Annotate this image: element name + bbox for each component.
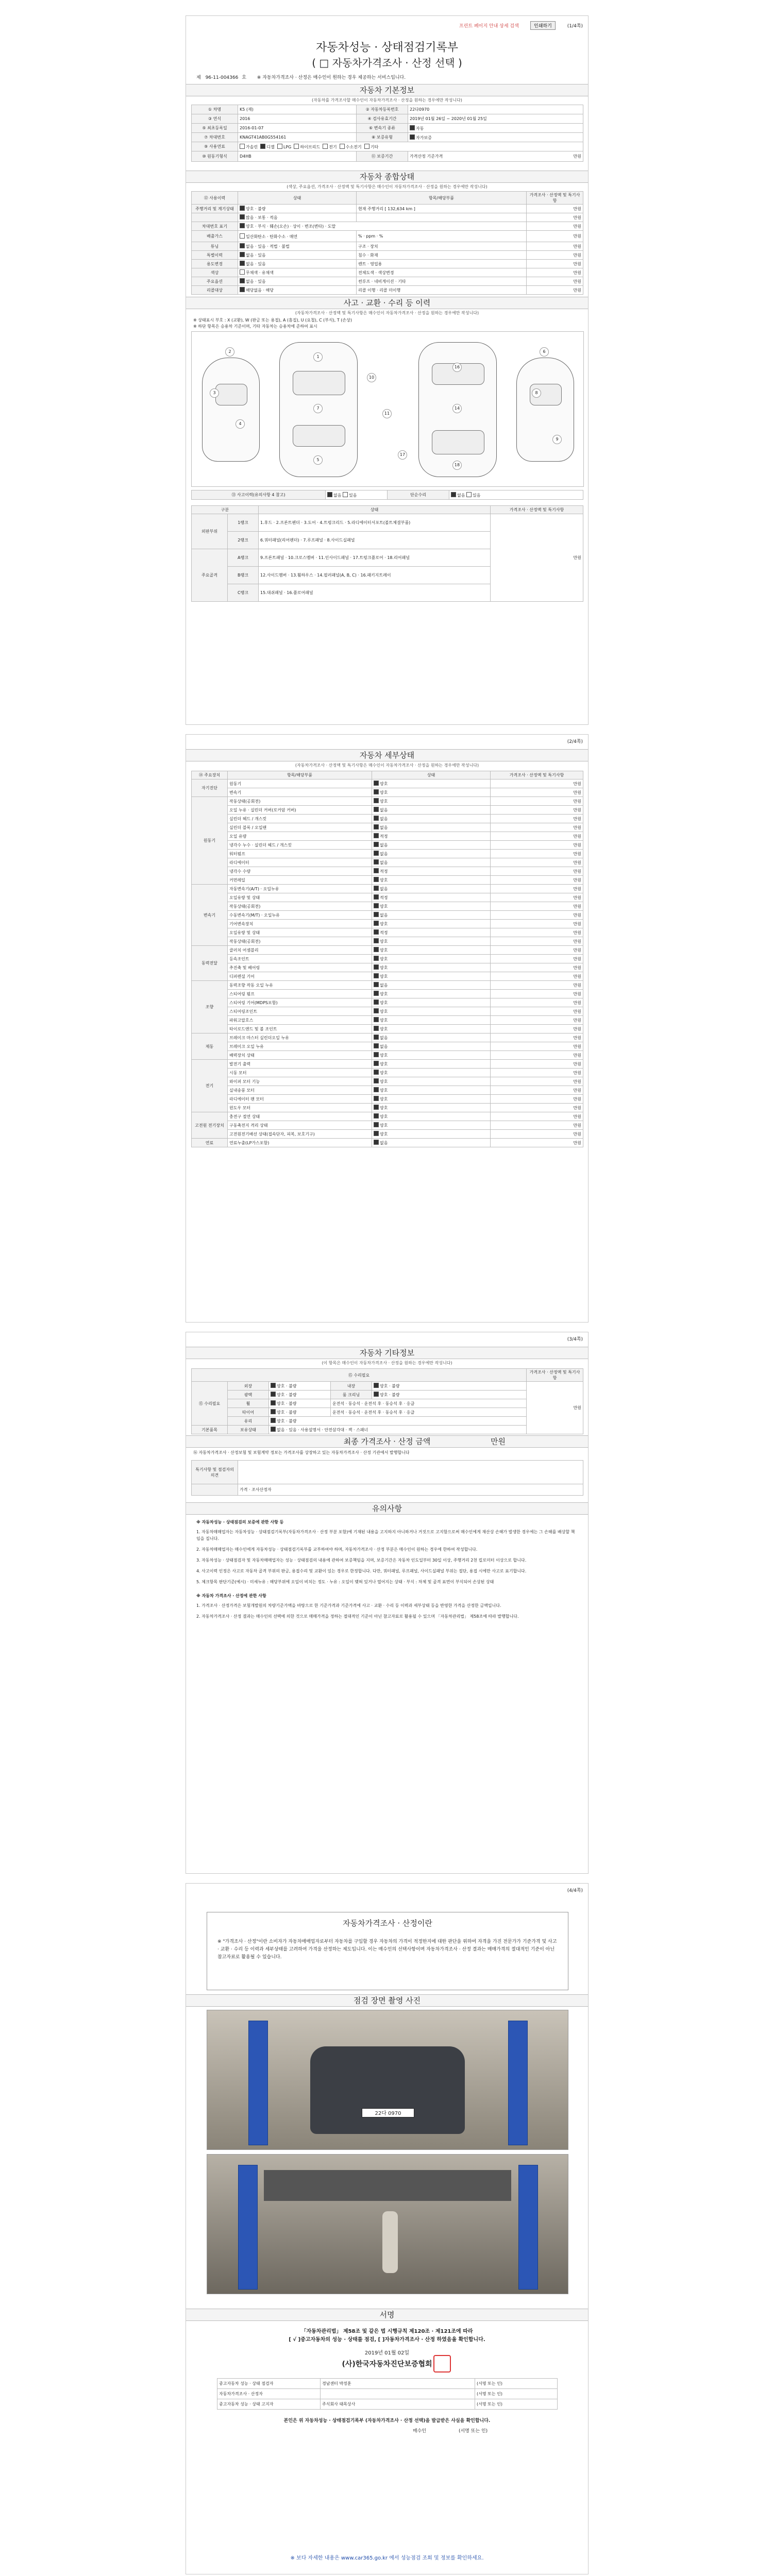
model-year: 2016 bbox=[238, 114, 357, 124]
price-check-explanation: 자동차가격조사 · 산정이란 ※ "가격조사 · 산정"이란 소비자가 자동차매매업자로부터 자동차를 구입할 경우 자동차의 가격이 적정한지에 대한 판단을 위하여 자격을 가진 전문가가 기준가격 및 사고 · 교환 · 수리 등 이력과 세부상태를 고려하여 가격을 산정하는 제도입니다. 이는 매수인의 선택사항이며 자동차가격조사 · 산정 결과는 매매가격의 절대적인 기준이 아닌 참고자료로 활용될 수 있습니다. bbox=[207, 1912, 568, 1990]
detail-part: 작동상태(공회전) bbox=[228, 937, 372, 946]
page-number: (2/4쪽) bbox=[567, 739, 583, 744]
detail-row: 커먼레일 양호 만원 bbox=[192, 876, 583, 885]
document-number: 96-11-004366 bbox=[205, 75, 239, 80]
part-number: 3 bbox=[210, 388, 219, 398]
detail-state: 양호 bbox=[372, 946, 491, 955]
checkbox bbox=[374, 1026, 379, 1031]
detail-row: 동력전달 클러치 어셈블리 양호 만원 bbox=[192, 946, 583, 955]
mileage: 현재 주행거리 [ 132,634 km ] bbox=[357, 205, 527, 213]
detail-state: 없음 bbox=[372, 823, 491, 832]
detail-state: 양호 bbox=[372, 963, 491, 972]
page-number: (1/4쪽) bbox=[567, 24, 583, 29]
checkbox bbox=[374, 1122, 379, 1127]
detail-row: 작동상태(공회전) 양호 만원 bbox=[192, 937, 583, 946]
detail-part: 동력조향 작동 오일 누유 bbox=[228, 981, 372, 990]
detail-row: 스티어링 펌프 양호 만원 bbox=[192, 990, 583, 998]
detail-part: 윈도우 모터 bbox=[228, 1104, 372, 1112]
checkbox bbox=[410, 125, 415, 130]
part-number: 2 bbox=[225, 347, 234, 357]
detail-row: 전기 발전기 출력 양호 만원 bbox=[192, 1060, 583, 1069]
detail-row: 변속기 자동변속기(A/T) · 오일누유 없음 만원 bbox=[192, 885, 583, 893]
vehicle-part-diagram bbox=[191, 331, 584, 487]
detail-state: 없음 bbox=[372, 1033, 491, 1042]
detail-row: 기어변속장치 양호 만원 bbox=[192, 920, 583, 928]
detail-part: 원동기 bbox=[228, 779, 372, 788]
part-number: 10 bbox=[367, 373, 376, 382]
plate-number: 22다0970 bbox=[408, 105, 583, 114]
detail-state: 양호 bbox=[372, 1112, 491, 1121]
first-registration: 2016-01-07 bbox=[238, 124, 357, 133]
detail-status-heading: 자동차 세부상태 bbox=[186, 749, 588, 761]
detail-state: 양호 bbox=[372, 788, 491, 797]
detail-state: 양호 bbox=[372, 1077, 491, 1086]
inspector-name: 경남센터 박정훈 bbox=[321, 2379, 475, 2389]
inspection-photos-heading: 점검 장면 촬영 사진 bbox=[186, 1994, 588, 2007]
checkbox bbox=[374, 999, 379, 1005]
detail-state: 양호 bbox=[372, 1051, 491, 1060]
device-group: 원동기 bbox=[192, 797, 228, 885]
detail-row: 구동축전지 격리 상태 양호 만원 bbox=[192, 1121, 583, 1130]
inspection-photo-front bbox=[207, 2010, 568, 2150]
detail-row: 조향 동력조향 작동 오일 누유 없음 만원 bbox=[192, 981, 583, 990]
overall-status-heading: 자동차 종합상태 bbox=[186, 171, 588, 183]
checkbox bbox=[374, 973, 379, 978]
notifier-name: 주식회사 태목상사 bbox=[321, 2399, 475, 2410]
inspection-photo-under bbox=[207, 2154, 568, 2294]
device-group: 고전원 전기장치 bbox=[192, 1112, 228, 1139]
vehicle-underside bbox=[264, 2170, 511, 2201]
detail-state: 없음 bbox=[372, 806, 491, 815]
detail-part: 오일 유량 bbox=[228, 832, 372, 841]
detail-part: 추진축 및 베어링 bbox=[228, 963, 372, 972]
detail-part: 변속기 bbox=[228, 788, 372, 797]
detail-row: 원동기 작동상태(공회전) 양호 만원 bbox=[192, 797, 583, 806]
detail-row: 윈도우 모터 양호 만원 bbox=[192, 1104, 583, 1112]
detail-state: 없음 bbox=[372, 1042, 491, 1051]
checkbox bbox=[374, 1070, 379, 1075]
part-number: 9 bbox=[552, 435, 562, 444]
detail-part: 클러치 어셈블리 bbox=[228, 946, 372, 955]
detail-row: 변속기 양호 만원 bbox=[192, 788, 583, 797]
print-button[interactable]: 인쇄하기 bbox=[530, 21, 556, 30]
document-subtitle: ( □ 자동차가격조사 · 산정 선택 ) bbox=[312, 57, 462, 69]
device-group: 연료 bbox=[192, 1139, 228, 1147]
record-page-3 bbox=[186, 1332, 589, 1874]
detail-state: 양호 bbox=[372, 1016, 491, 1025]
detail-row: 라디에이터 팬 모터 양호 만원 bbox=[192, 1095, 583, 1104]
record-page-4 bbox=[186, 1883, 589, 2574]
car365-footer-link[interactable]: ※ 보다 자세한 내용은 www.car365.go.kr 에서 성능점검 조회 및 정보를 확인하세요. bbox=[290, 2555, 484, 2561]
law-statement: 「자동차관리법」 제58조 및 같은 법 시행규칙 제120조 · 제121조에 따라 bbox=[301, 2329, 473, 2334]
detail-part: 스티어링 기어(MDPS포함) bbox=[228, 998, 372, 1007]
checkbox bbox=[374, 1052, 379, 1057]
part-number: 8 bbox=[532, 388, 541, 398]
sign-date: 2019년 01월 02일 bbox=[364, 2350, 410, 2356]
checkbox bbox=[410, 134, 415, 140]
detail-part: 브레이크 마스터 실린더오일 누유 bbox=[228, 1033, 372, 1042]
record-page-1 bbox=[186, 15, 589, 725]
car-left-view bbox=[202, 358, 260, 462]
checkbox bbox=[374, 868, 379, 873]
checkbox bbox=[374, 1035, 379, 1040]
detail-part: 실내송풍 모터 bbox=[228, 1086, 372, 1095]
device-group: 조향 bbox=[192, 981, 228, 1033]
part-number: 18 bbox=[452, 461, 462, 470]
part-number: 17 bbox=[398, 450, 407, 460]
detail-part: 브레이크 오일 누유 bbox=[228, 1042, 372, 1051]
checkbox bbox=[374, 964, 379, 970]
detail-part: 자동변속기(A/T) · 오일누유 bbox=[228, 885, 372, 893]
accident-history-note: (자동차가격조사 · 산정액 및 특기사항은 매수인이 자동차가격조사 · 산정을 원하는 경우에만 작성니다) bbox=[295, 311, 479, 315]
detail-part: 작동상태(공회전) bbox=[228, 797, 372, 806]
accident-summary-table: ⑬ 사고이력(유의사항 4 참고) 없음 있음 단순수리 없음 있음 bbox=[191, 490, 583, 500]
detail-row: 작동상태(공회전) 양호 만원 bbox=[192, 902, 583, 911]
warranty-type: 자가보증 bbox=[416, 135, 432, 140]
detail-row: 냉각수 누수 · 실린더 헤드 / 개스킷 없음 만원 bbox=[192, 841, 583, 850]
detail-state: 적정 bbox=[372, 893, 491, 902]
vin: KNAGT41AB0G554161 bbox=[238, 133, 357, 142]
checkbox bbox=[374, 1043, 379, 1048]
detail-state: 없음 bbox=[372, 885, 491, 893]
part-number: 7 bbox=[313, 404, 323, 413]
car-name: K5 (재) bbox=[238, 105, 357, 114]
document-number-line: 제 96-11-004366 호 ※ 자동차가격조사 · 산정은 매수인이 원하는 경우 제공하는 서비스입니다. bbox=[196, 75, 406, 80]
detail-part: 배력장치 상태 bbox=[228, 1051, 372, 1060]
detail-part: 작동상태(공회전) bbox=[228, 902, 372, 911]
detail-state: 양호 bbox=[372, 1025, 491, 1033]
detail-state: 양호 bbox=[372, 797, 491, 806]
detail-row: 오일유량 및 상태 적정 만원 bbox=[192, 893, 583, 902]
checkbox bbox=[374, 921, 379, 926]
final-price-note: ⑯ 자동차가격조사 · 산정보험 및 보험계약 정보는 가격조사를 상장하고 있는 자동차가격조사 · 산정 기관에서 발행합니다 bbox=[193, 1450, 410, 1455]
engine-type: D4HB bbox=[238, 151, 357, 162]
detail-row: 시동 모터 양호 만원 bbox=[192, 1069, 583, 1077]
checkbox bbox=[374, 1008, 379, 1013]
checkbox bbox=[374, 807, 379, 812]
detail-state: 양호 bbox=[372, 1069, 491, 1077]
detail-part: 파워고압호스 bbox=[228, 1016, 372, 1025]
detail-part: 수동변속기(M/T) · 오일누유 bbox=[228, 911, 372, 920]
detail-state: 양호 bbox=[372, 990, 491, 998]
checkbox bbox=[374, 1113, 379, 1118]
detail-row: 제동 브레이크 마스터 실린더오일 누유 없음 만원 bbox=[192, 1033, 583, 1042]
detail-state: 양호 bbox=[372, 1121, 491, 1130]
detail-row: 타이로드엔드 및 볼 조인트 양호 만원 bbox=[192, 1025, 583, 1033]
part-number: 5 bbox=[313, 455, 323, 465]
detail-row: 파워고압호스 양호 만원 bbox=[192, 1016, 583, 1025]
checkbox bbox=[374, 798, 379, 803]
detail-state: 적정 bbox=[372, 867, 491, 876]
device-group: 제동 bbox=[192, 1033, 228, 1060]
checkbox bbox=[374, 851, 379, 856]
detail-row: 고전원전기배선 상태(접속단자, 피복, 보호기구) 양호 만원 bbox=[192, 1130, 583, 1139]
vehicle-image bbox=[310, 2046, 465, 2134]
checkbox bbox=[374, 1131, 379, 1136]
checkbox bbox=[374, 1078, 379, 1083]
detail-part: 고전원전기배선 상태(접속단자, 피복, 보호기구) bbox=[228, 1130, 372, 1139]
detail-state: 양호 bbox=[372, 972, 491, 981]
detail-status-note: (자동차가격조사 · 산정액 및 특기사항은 매수인이 자동차가격조사 · 산정을 원하는 경우에만 작성니다) bbox=[295, 763, 479, 768]
checkbox bbox=[374, 947, 379, 952]
other-info-heading: 자동차 기타정보 bbox=[186, 1347, 588, 1359]
checkbox bbox=[374, 1017, 379, 1022]
detail-row: 냉각수 수량 적정 만원 bbox=[192, 867, 583, 876]
detail-part: 실린더 블록 / 오일팬 bbox=[228, 823, 372, 832]
top-toolbar bbox=[186, 20, 588, 35]
detail-row: 오일유량 및 상태 적정 만원 bbox=[192, 928, 583, 937]
checkbox bbox=[374, 903, 379, 908]
checkbox bbox=[374, 886, 379, 891]
accident-history-heading: 사고 · 교환 · 수리 등 이력 bbox=[186, 297, 588, 309]
record-page-2 bbox=[186, 734, 589, 1323]
detail-part: 스티어링조인트 bbox=[228, 1007, 372, 1016]
fuel-type: 디젤 bbox=[266, 144, 275, 149]
detail-part: 기어변속장치 bbox=[228, 920, 372, 928]
inspection-period: 2019년 01월 26일 ~ 2020년 01월 25일 bbox=[408, 114, 583, 124]
page-number: (4/4쪽) bbox=[567, 1888, 583, 1893]
caution-heading: 유의사항 bbox=[186, 1502, 588, 1515]
detail-state: 양호 bbox=[372, 955, 491, 963]
checkbox bbox=[374, 1096, 379, 1101]
buyer-sign-line: 매수인 (서명 또는 인) bbox=[413, 2429, 488, 2434]
part-number: 16 bbox=[452, 363, 462, 372]
detail-state: 없음 bbox=[372, 858, 491, 867]
detail-state: 양호 bbox=[372, 1095, 491, 1104]
detail-part: 라디에이터 bbox=[228, 858, 372, 867]
detail-state: 없음 bbox=[372, 1139, 491, 1147]
checkbox bbox=[374, 991, 379, 996]
detail-row: 오일 누유 · 실린더 커버(로커암 커버) 없음 만원 bbox=[192, 806, 583, 815]
detail-state: 적정 bbox=[372, 832, 491, 841]
detail-row: 자기진단 원동기 양호 만원 bbox=[192, 779, 583, 788]
detail-row: 고전원 전기장치 충전구 절연 상태 양호 만원 bbox=[192, 1112, 583, 1121]
detail-part: 연료누출(LP가스포함) bbox=[228, 1139, 372, 1147]
detail-status-table: ⑭ 주요장치 항목/해당부품 상태 가격조사 · 산정액 및 특기사항 자기진단 원동기 양호 만원 변속기 양호 만원 원동기 작동상태(공회전) 양호 만원 오일 누유 · 실린더 커버(로커암 커버) 없음 만원 실린더 헤드 / 개스킷 없음 만원 실린더 블록 / 오일팬 없음 만원 오일 유량 적정 만원 냉각수 누수 · 실린더 헤드 / 개스킷 없음 만원 워터펌프 없음 만원 라디에이터 없음 만원 냉각수 수량 적정 만원 커먼레일 양호 만원 변속기 자동변속기(A/T) · 오일누유 없음 만원 오일유량 및 상태 적정 만원 작동상태(공회전) 양호 만원 수동변속기(M/T) · 오일누유 없음 만원 기어변속장치 양호 만원 오일유량 및 상태 적정 만원 작동상태(공회전) 양호 만원 동력전달 클러치 어셈블리 양호 만원 등속조인트 양호 만원 추진축 및 베어링 양호 만원 디퍼렌셜 기어 양호 만원 조향 동력조향 작동 오일 누유 없음 만원 스티어링 펌프 양호 만원 스티어링 기어(MDPS포함) 양호 만원 스티어링조인트 양호 만원 파워고압호스 양호 만원 타이로드엔드 및 볼 조인트 양호 만원 제동 브레이크 마스터 실린더오일 누유 없음 만원 브레이크 오일 누유 없음 만원 배력장치 상태 양호 만원 전기 발전기 출력 양호 만원 시동 모터 양호 만원 와이퍼 모터 기능 양호 만원 실내송풍 모터 양호 만원 라디에이터 팬 모터 양호 만원 윈도우 모터 양호 만원 고전원 전기장치 충전구 절연 상태 양호 만원 구동축전지 격리 상태 양호 만원 고전원전기배선 상태(접속단자, 피복, 보호기구) 양호 만원 연료 연료누출(LP가스포함) 없음 만원 bbox=[191, 771, 583, 1147]
part-number: 6 bbox=[540, 347, 549, 357]
detail-state: 양호 bbox=[372, 1086, 491, 1095]
detail-part: 오일 누유 · 실린더 커버(로커암 커버) bbox=[228, 806, 372, 815]
checkbox bbox=[374, 842, 379, 847]
checkbox bbox=[374, 912, 379, 917]
detail-row: 스티어링조인트 양호 만원 bbox=[192, 1007, 583, 1016]
detail-state: 양호 bbox=[372, 1060, 491, 1069]
detail-part: 오일유량 및 상태 bbox=[228, 893, 372, 902]
detail-state: 없음 bbox=[372, 911, 491, 920]
checkbox bbox=[374, 1061, 379, 1066]
print-hint: 프린트 페이지 안내 상세 검색 bbox=[459, 24, 519, 29]
page-number: (3/4쪽) bbox=[567, 1337, 583, 1342]
checkbox bbox=[374, 1140, 379, 1145]
status-legend: ※ 상태표시 부호 : X (교환), W (판금 또는 용접), A (흠집), U (요철), C (부식), T (손상) bbox=[193, 318, 352, 323]
simple-repair-none: 없음 bbox=[457, 493, 465, 498]
detail-row: 브레이크 오일 누유 없음 만원 bbox=[192, 1042, 583, 1051]
checkbox bbox=[374, 1105, 379, 1110]
signature-table: 중고자동차 성능 · 상태 점검자 경남센터 박정훈 (서명 또는 인) 자동차가격조사 · 산정자 (서명 또는 인) 중고자동차 성능 · 상태 고지자 주식회사 태목상사 (서명 또는 인) bbox=[217, 2378, 558, 2410]
checkbox bbox=[374, 859, 379, 865]
detail-state: 양호 bbox=[372, 779, 491, 788]
checkbox bbox=[374, 789, 379, 794]
buyer-confirmation: 본인은 위 자동차성능 · 상태점검기록부 (자동차가격조사 · 산정 선택)을 발급받은 사실을 확인합니다. bbox=[283, 2418, 491, 2424]
detail-state: 양호 bbox=[372, 1104, 491, 1112]
final-price-table: 특기사항 및 점검자의 의견 가격 · 조사산정자 bbox=[191, 1460, 583, 1496]
status-legend-2: ※ 하단 항목은 승용차 기준이며, 기타 자동차는 승용차에 준하여 표시 bbox=[193, 324, 317, 329]
detail-part: 등속조인트 bbox=[228, 955, 372, 963]
checkbox bbox=[374, 781, 379, 786]
detail-part: 와이퍼 모터 기능 bbox=[228, 1077, 372, 1086]
license-plate: 22다 0970 bbox=[362, 2108, 414, 2117]
service-notice: ※ 자동차가격조사 · 산정은 매수인이 원하는 경우 제공하는 서비스입니다. bbox=[257, 75, 406, 80]
checkbox bbox=[374, 1087, 379, 1092]
device-group: 자기진단 bbox=[192, 779, 228, 797]
detail-state: 양호 bbox=[372, 1007, 491, 1016]
detail-row: 실린더 블록 / 오일팬 없음 만원 bbox=[192, 823, 583, 832]
detail-state: 없음 bbox=[372, 841, 491, 850]
detail-state: 적정 bbox=[372, 928, 491, 937]
other-info-note: (이 항목은 매수인이 자동차가격조사 · 산정을 원하는 경우에만 작성니다) bbox=[322, 1361, 452, 1365]
detail-state: 양호 bbox=[372, 902, 491, 911]
checkbox bbox=[374, 929, 379, 935]
checkbox bbox=[374, 938, 379, 943]
checkbox bbox=[374, 982, 379, 987]
detail-part: 라디에이터 팬 모터 bbox=[228, 1095, 372, 1104]
official-seal-icon bbox=[433, 2355, 451, 2372]
document-title: 자동차성능 · 상태점검기록부 bbox=[315, 41, 458, 54]
detail-row: 와이퍼 모터 기능 양호 만원 bbox=[192, 1077, 583, 1086]
detail-state: 양호 bbox=[372, 937, 491, 946]
detail-row: 수동변속기(M/T) · 오일누유 없음 만원 bbox=[192, 911, 583, 920]
detail-part: 워터펌프 bbox=[228, 850, 372, 858]
detail-state: 없음 bbox=[372, 815, 491, 823]
detail-part: 구동축전지 격리 상태 bbox=[228, 1121, 372, 1130]
checkbox bbox=[374, 877, 379, 882]
transmission-type: 자동 bbox=[416, 126, 424, 131]
basic-info-note: (자동차를 가격조사할 매수인이 자동차가격조사 · 산정을 원하는 경우에만 작성니다) bbox=[312, 98, 462, 103]
detail-part: 디퍼렌셜 기어 bbox=[228, 972, 372, 981]
rank-table: 구분 상태 가격조사 · 산정액 및 특기사항 외판부위 1랭크 1.후드 · 2.프론트펜더 · 3.도어 · 4.트렁크리드 · 5.라디에이터서포트(볼트체결부품) 만원 2랭크 6.쿼터패널(리어펜더) · 7.루프패널 · 8.사이드실패널 주요골격 A랭크 9.프론트패널 · 10.크로스멤버 · 11.인사이드패널 · 17.트렁크플로어 · 18.리어패널 B랭크 12.사이드멤버 · 13.휠하우스 · 14.필러패널(A, B, C) · 16.패키지트레이 C랭크 15.대쉬패널 · 16.플로어패널 bbox=[191, 505, 583, 602]
checkbox bbox=[374, 816, 379, 821]
other-info-table: ⑮ 수리필요 가격조사 · 산정액 및 특기사항 ⑮ 수리필요 외장 양호 · 불량 내장 양호 · 불량 만원 광택 양호 · 불량 룸 크리닝 양호 · 불량 휠 양호 · 불량 운전석 · 동승석 · 운전석 후 · 동승석 후 · 응급 타이어 양호 · 불량 운전석 · 동승석 · 운전석 후 · 동승석 후 · 응급 유리 양호 · 불량 기본품목 보유상태 없음 · 있음 · 사용설명서 · 안전삼각대 · 잭 · 스패너 bbox=[191, 1368, 583, 1434]
detail-part: 커먼레일 bbox=[228, 876, 372, 885]
detail-row: 연료 연료누출(LP가스포함) 없음 만원 bbox=[192, 1139, 583, 1147]
detail-part: 발전기 출력 bbox=[228, 1060, 372, 1069]
overall-status-note: (색상, 주요옵션, 가격조사 · 산정액 및 특기사항은 매수인이 자동차가격조사 · 산정을 원하는 경우에만 작성니다) bbox=[287, 184, 488, 189]
basic-info-table: ① 차명 K5 (재) ② 자동차등록번호 22다0970 ③ 연식 2016 ④ 검사유효기간 2019년 01월 26일 ~ 2020년 01월 25일 ⑤ 최초등록일 2016-01-07 ⑥ 변속기 종류 자동 ⑦ 차대번호 KNAGT41AB0G554161 ⑧ 보증유형 자가보증 ⑨ 사용연료 가솔린 디젤 LPG 하이브리드 전기 수소전기 기타 ⑩ 원동기형식 D4HB ⑪ 보증기간 가격산정 기준가격 만원 bbox=[191, 105, 583, 162]
detail-part: 실린더 헤드 / 개스킷 bbox=[228, 815, 372, 823]
detail-row: 오일 유량 적정 만원 bbox=[192, 832, 583, 841]
car-right-view bbox=[516, 358, 574, 462]
detail-row: 디퍼렌셜 기어 양호 만원 bbox=[192, 972, 583, 981]
caution-body: ※ 자동차성능 · 상태점검의 보증에 관한 사항 등 1. 자동차매매업자는 자동차성능 · 상태점검기록부(자동차가격조사 · 산정 부분 포함)에 기재된 내용을 고지하지 아니하거나 거짓으로 고지함으로써 매수인에게 재산상 손해가 발생한 경우에는 그 손해를 배상할 책임을 집니다. 2. 자동차매매업자는 매수인에게 자동차성능 · 상태점검기록부를 교부하여야 하며, 자동차가격조사 · 산정 부분은 매수인이 원하는 경우에 한하여 작성합니다. 3. 자동차성능 · 상태점검자 및 자동차매매업자는 성능 · 상태점검의 내용에 관하여 보증책임을 지며, 보증기간은 자동차 인도일부터 30일 이상, 주행거리 2천 킬로미터 이상으로 합니다. 4. 사고이력 인정은 사고로 자동차 골격 부위의 판금, 용접수리 및 교환이 있는 경우로 한정합니다. 다만, 쿼터패널, 루프패널, 사이드실패널 부위는 절단, 용접 시에만 사고로 표기합니다. 5. 체크항목 판단기준(예시) · 미세누유 : 해당부위에 오일이 비치는 정도 · 누유 : 오일이 맺혀 있거나 떨어지는 상태 · 부식 : 차체 및 골격 표면이 부식되어 손상된 상태 ※ 자동차 가격조사 · 산정에 관한 사항 1. 가격조사 · 산정가격은 보험개발원의 차량기준가액을 바탕으로 한 기준가격과 기준가격에 사고 · 교환 · 수리 등 이력과 세부상태 등을 반영한 가격을 산정한 금액입니다. 2. 자동차가격조사 · 산정 결과는 매수인의 선택에 의한 것으로 매매가격을 정하는 절대적인 기준이 아닌 참고자료로 활용될 수 있으며 「자동차관리법」 제58조에 따라 발행합니다. bbox=[196, 1520, 575, 1619]
device-group: 동력전달 bbox=[192, 946, 228, 981]
overall-status-table: ⑫ 사용이력 상태 항목/해당부품 가격조사 · 산정액 및 특기사항 주행거리 및 계기상태 양호 · 불량 현재 주행거리 [ 132,634 km ] 만원 많음 · 보통 · 적음 만원 차대번호 표기 양호 · 부식 · 훼손(오손) · 상이 · 변조(변타) · 도말 만원 배출가스 일산화탄소 · 탄화수소 · 매연 % · ppm · % 만원 튜닝 없음 · 있음 · 적법 · 불법 구조 · 장치 만원 특별이력 없음 · 있음 침수 · 화재 만원 용도변경 없음 · 있음 렌트 · 영업용 만원 색상 무채색 · 유채색 전체도색 · 색상변경 만원 주요옵션 없음 · 있음 썬루프 · 네비게이션 · 기타 만원 리콜대상 해당없음 · 해당 리콜 이행 · 리콜 미이행 만원 bbox=[191, 191, 583, 295]
detail-part: 스티어링 펌프 bbox=[228, 990, 372, 998]
detail-state: 양호 bbox=[372, 998, 491, 1007]
detail-state: 없음 bbox=[372, 850, 491, 858]
final-price-heading: 최종 가격조사 · 산정 금액 만원 bbox=[186, 1435, 588, 1448]
device-group: 전기 bbox=[192, 1060, 228, 1112]
detail-row: 배력장치 상태 양호 만원 bbox=[192, 1051, 583, 1060]
detail-part: 냉각수 수량 bbox=[228, 867, 372, 876]
checkbox bbox=[374, 956, 379, 961]
detail-row: 워터펌프 없음 만원 bbox=[192, 850, 583, 858]
device-group: 변속기 bbox=[192, 885, 228, 946]
detail-row: 등속조인트 양호 만원 bbox=[192, 955, 583, 963]
detail-part: 시동 모터 bbox=[228, 1069, 372, 1077]
detail-part: 냉각수 누수 · 실린더 헤드 / 개스킷 bbox=[228, 841, 372, 850]
detail-row: 스티어링 기어(MDPS포함) 양호 만원 bbox=[192, 998, 583, 1007]
detail-row: 실린더 헤드 / 개스킷 없음 만원 bbox=[192, 815, 583, 823]
law-statement-2: [ √ ]중고자동차의 성능 · 상태를 점검, [ ]자동차가격조사 · 산정 하였음을 확인합니다. bbox=[289, 2337, 485, 2343]
checkbox bbox=[374, 833, 379, 838]
detail-row: 실내송풍 모터 양호 만원 bbox=[192, 1086, 583, 1095]
part-number: 11 bbox=[382, 409, 392, 418]
accident-none: 없음 bbox=[333, 493, 342, 498]
detail-state: 양호 bbox=[372, 876, 491, 885]
checkbox bbox=[374, 894, 379, 900]
detail-row: 추진축 및 베어링 양호 만원 bbox=[192, 963, 583, 972]
part-number: 1 bbox=[313, 352, 323, 362]
detail-state: 양호 bbox=[372, 1130, 491, 1139]
detail-row: 라디에이터 없음 만원 bbox=[192, 858, 583, 867]
part-number: 14 bbox=[452, 404, 462, 413]
detail-state: 없음 bbox=[372, 981, 491, 990]
signature-heading: 서명 bbox=[186, 2309, 588, 2321]
inspector-figure bbox=[382, 2211, 398, 2273]
part-number: 4 bbox=[236, 419, 245, 429]
basic-info-heading: 자동차 기본정보 bbox=[186, 84, 588, 96]
issuing-organization: (사)한국자동차진단보증협회 bbox=[342, 2360, 432, 2368]
detail-part: 오일유량 및 상태 bbox=[228, 928, 372, 937]
detail-part: 충전구 절연 상태 bbox=[228, 1112, 372, 1121]
checkbox bbox=[374, 824, 379, 829]
detail-state: 양호 bbox=[372, 920, 491, 928]
detail-part: 타이로드엔드 및 볼 조인트 bbox=[228, 1025, 372, 1033]
